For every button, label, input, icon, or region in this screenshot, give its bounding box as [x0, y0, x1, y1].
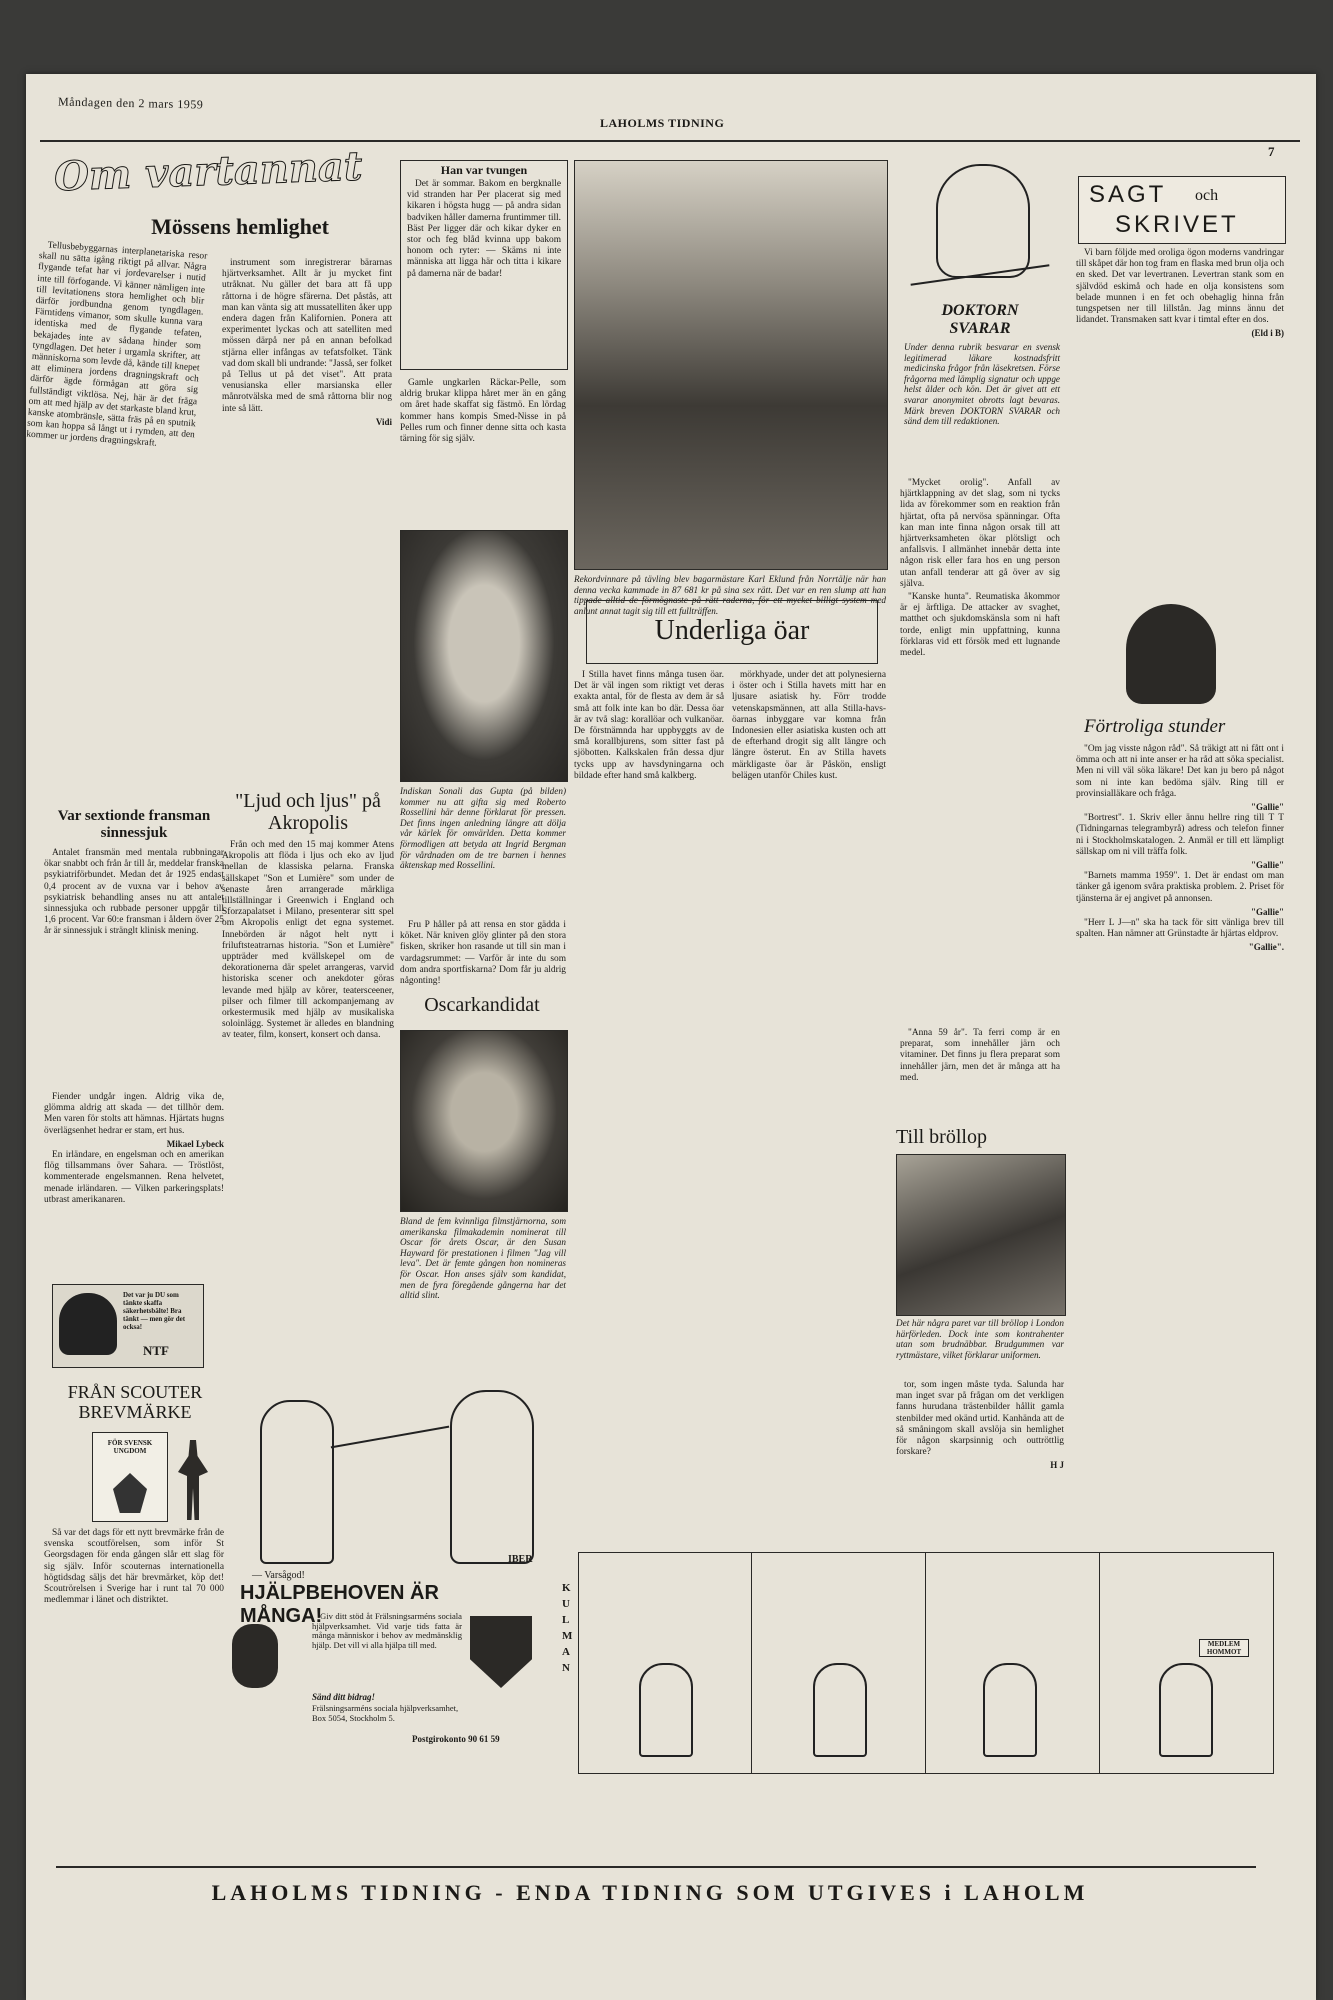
hjalp-text: Giv ditt stöd åt Frälsningsarméns sociala hjälpverksamhet. Vid varje tids fatta är många människor i behov av medmänsklig hjälp. Det vill vi alla hjälpa till med. — [312, 1611, 462, 1650]
hjalp-body — [312, 1612, 462, 1692]
tvungen-body-2 — [400, 378, 566, 518]
scout-figures — [168, 1440, 220, 1520]
portrait-photo — [400, 530, 568, 782]
scout-emblem-icon — [113, 1473, 147, 1513]
fru-text: Fru P håller på att rensa en stor gädda i köket. När kniven glöy glinter på den stora fisken, skriker hon rasande ut till sin man i vardagsrummet: — Varför är inte du som dom andra sportfiskarna? Dom får ju aldrig någonting! — [400, 920, 566, 987]
vortrolig-sig-4: "Gallie". — [1248, 942, 1284, 953]
sagt-logo-2: SKRIVET — [1115, 211, 1239, 238]
doctor-text: "Mycket orolig". Anfall av hjärtklappning av det slag, som ni tycks lida av förekommer som en reaktion från hjärtat, ofta på nervösa spänningar. Ofta kan man inte finna någon orsak till att hjärtverksamheten ökar plötsligt och anfallsvis. I allmänhet innebär detta inte någon risk eller fara hos en ung person utan anfall tenderar att gå över av sig själva. — [900, 478, 1060, 589]
doctor-body — [900, 478, 1060, 898]
bakery-photo — [574, 160, 888, 570]
scout-stamp-text: FÖR SVENSK UNGDOM — [107, 1439, 153, 1455]
doctor-anna — [900, 1028, 1060, 1118]
doctor-icon — [936, 164, 1030, 278]
sagt-logo-och: och — [1195, 187, 1219, 204]
vortrolig-sig-1: "Gallie" — [1251, 802, 1284, 813]
oscar-photo — [400, 1030, 568, 1212]
tvungen-body — [407, 179, 561, 365]
kulman-label: KULMAN — [562, 1582, 573, 1674]
oar-body-3 — [896, 1380, 1064, 1471]
woman-phone-icon — [1126, 604, 1216, 704]
hjalp-slogan: Sänd ditt bidrag! — [312, 1692, 376, 1702]
ntf-text: Det var ju DU som tänkte skaffa säkerhetsbälte! Bra tänkt — men gör det ocksa! — [123, 1291, 186, 1331]
sagt-body — [1076, 248, 1284, 548]
fist-icon — [59, 1293, 117, 1355]
ljud-title: "Ljud och ljus" på Akropolis — [235, 790, 381, 834]
kulman-figure-icon-3 — [983, 1663, 1037, 1757]
scout-figure-icon — [178, 1440, 208, 1520]
scout-title: FRÅN SCOUTER BREVMÄRKE — [67, 1382, 203, 1422]
sagt-signature: (Eld i B) — [1251, 328, 1284, 339]
brollop-caption: Det här några paret var till bröllop i London härförleden. Dock inte som kontrahenter utan som brudnäbbar. Brudgummen var ryttmästare, vilket förklarar uniformen. — [896, 1318, 1064, 1360]
om-body-text: Tellusbebyggarnas interplanetariska resor skall nu sätta igång riktigt på allvar. Några flygande tefat har vi jordevarelser i nutid inte till förfogande. Vi känner nämligen inte till levitationens stora hemlighet och blir därför jordbundna genom tyngdlagen. Färntidens vimanor, som skulle kunna vara identiska med de flygande tefaten, bekajades inte av sådana hinder som tyngdlagen. Det heter i urgamla skrifter, att människorna som levde då, kände till knepet att eliminera jordens dragningskraft och därför ägde förmågan att göra sig fullständigt viktlösa. Nej, här är det fråga om att med hjälp av det starkaste bland krut, kanske atombränsle, sätta fräs på en sputnik som kan hoppa så långt ut i rymden, att den kommer ur jordens dragningskraft. — [26, 240, 208, 450]
brollop-title: Till bröllop — [896, 1126, 987, 1148]
hjalp-title: HJÄLPBEHOVEN ÄR MÅNGA! — [240, 1582, 439, 1627]
hjalp-hands-icon — [232, 1624, 278, 1688]
page-number: 7 — [1268, 144, 1275, 159]
footer-banner: LAHOLMS TIDNING - ENDA TIDNING SOM UTGIVES i LAHOLM — [211, 1880, 1089, 1905]
scout-stamp — [92, 1432, 168, 1522]
hjalp-ad — [232, 1582, 554, 1752]
ntf-logo: NTF — [143, 1343, 169, 1358]
om-logo: Om vartannat — [53, 142, 364, 201]
bakery-caption: Rekordvinnare på tävling blev bagarmästare Karl Eklund från Norrtälje när han denna vecka kammade in 87 681 kr på sina sex rätt. Det var en ren slump att han tippade alltid de förmögnaste på rätt raderna, för ett mycket billigt system med anlunt annat tagit sig till ett fullträffen. — [574, 574, 886, 616]
oar-text: I Stilla havet finns många tusen öar. Det är väl ingen som riktigt vet deras exakta antal, för de flesta av dem är så små att folk inte kan bo där. Dessa öar är av två slag: korallöar och vulkanöar. De förstnämnda har uppbyggts av de små korallbjurens, som sitter fast på sjöbotten. Kalkskalen från dessa djur tycks upp av havsdyningarna och bildade efter hand små kalkberg. — [574, 670, 724, 781]
hjalp-org: Frälsningsarméns sociala hjälpverksamhet, Box 5054, Stockholm 5. — [312, 1703, 459, 1723]
fransman-text: Antalet fransmän med mentala rubbningar ökar snabbt och från år till år, meddelar franska psykiatriförbundet. Medan det år 1925 endast 0,4 procent av de vuxna var i behov av psykiatrisk behandling anses nu att antalet sinnessjuka och rubbade personer uppgår till 1,6 procent. Var 60:e fransman i åldern över 25 år är sinnessjuk i stränglt klinisk mening. — [44, 848, 224, 937]
sparkle-line-icon — [331, 1426, 450, 1449]
ljud-body — [222, 840, 394, 1320]
footer-rule — [56, 1866, 1256, 1868]
kulman-strip — [578, 1552, 1274, 1774]
portrait-caption: Indiskan Sonali das Gupta (på bilden) kommer nu att gifta sig med Roberto Rossellini här denne förklarat för pressen. Det finns ingen anledning längre att dölja vår kärlek för omvärlden. Detta kommer förmodligen att betyda att Ingrid Bergman för vårdnaden om de tre barnen i hennes äktenskap med Rossellini. — [400, 786, 566, 871]
fransman-body — [44, 848, 224, 1068]
om-body-2 — [222, 258, 392, 758]
tvungen-text: Det är sommar. Bakom en bergknalle vid stranden har Per placerat sig med kikaren i högsta hugg — på andra sidan badviken håller damerna fruntimmer till. Bäst Per ligger där och kikar dyker en stor och feg blåd kvinna upp bakom honom och ryter: — Skäms ni inte människa att ligga här och titta i kikare på damerna när de badar! — [407, 179, 561, 279]
lady-icon — [450, 1390, 534, 1564]
masthead: LAHOLMS TIDNING — [600, 116, 725, 130]
ntf-ad — [52, 1284, 204, 1368]
vortrolig-text: "Om jag visste någon råd". Så träkigt att ni fått ont i ömma och att ni inte anser er ha råd att söka specialist. Men ni vill väl söka läkare! Det kan ju bero på något som ni inte kan bedöma själv. Ring till er provinsialläkare och fråga. — [1076, 744, 1284, 799]
doctor-logo: DOKTORN SVARAR — [941, 302, 1019, 337]
hjalp-post: Postgirokonto 90 61 59 — [412, 1734, 500, 1744]
cartoon-signature: IBER — [508, 1554, 533, 1565]
kulman-figure-icon-1 — [639, 1663, 693, 1757]
om-logo-box — [53, 142, 394, 201]
doctor-kanske: "Kanske hunta". Reumatiska åkommor är ej ärftliga. De attacker av svaghet, matthet och sjukdomskänsla som ni haft torde, enligt min uppfattning, kunna förklaras vid ett försök med ett lugnande medel. — [900, 592, 1060, 659]
oar-text-2: mörkhyade, under det att polynesierna i öster och i Stilla havets mitt har en ljusare asiatisk hy. Förr trodde vetenskapsmännen, att alla Stilla-havs-öarnas inbyggare var komna från Indonesien eller asiatiska kusten och att de efterhand drogit sig allt längre och längre österut. En av Stilla havets märkligaste öar är Påskön, ensligt belägen utanför Chiles kust. — [732, 670, 886, 781]
oar-body-2 — [732, 670, 886, 1400]
vortrolig-text-2: "Bortrest". 1. Skriv eller ännu hellre ring till T T (Tidningarnas telegrambyrå) adress och telefon finner ni i Stockholmskatalogen. 2. Anmäl er till ett lämpligt sällskap om ni vill träffa folk. — [1076, 813, 1284, 857]
ljud-text: Från och med den 15 maj kommer Atens Akropolis att flöda i ljus och eko av ljud mellan de klassiska pelarna. Franska sällskapet "Son et Lumière" som under de senaste åren arrangerade märkliga tillställningar i Greenwich i England och Sforzapalatset i Milano, presenterar sitt spel om Akropolis enligt det egna systemet. Innebörden är något helt nytt i friluftsteatrarnas historia. "Son et Lumière" uppträder med kvällskepel om de dekorationerna där spelet arrangeras, varvid historiska scener och anekdoter göras levande med hjälp av körer, teatersceener, pilser och filmer till ackompanjemang av orkestermusik med hjälp av musikaliska soloinlägg. Systemet är alledes en blandning av teater, film, konsert, konsert och dansa. — [222, 840, 394, 1041]
tvungen-box — [400, 160, 568, 370]
oscar-caption: Bland de fem kvinnliga filmstjärnorna, som amerikanska filmakademin nominerat till Oscar för årets Oscar, är den Susan Hayward för prestationen i filmen "Jag vill leva". Det är femte gången hon nomineras för Oscar. Hon anses själv som kandidat, men de fyra föregående gångerna har det alltid slint. — [400, 1216, 566, 1301]
skamt-body — [44, 1092, 224, 1262]
oar-title-box — [586, 600, 878, 664]
doctor-intro: Under denna rubrik besvarar en svensk legitimerad läkare kostnadsfritt medicinska frågor från läsekretsen. Förse frågorna med lämplig signatur och uppge helst ålder och kön. Det är givet att ett svarar anonymitet obrotts lagt bevaras. Märk breven DOKTORN SVARAR och sänd dem till redaktionen. — [904, 342, 1060, 427]
tvungen-title: Han var tvungen — [440, 163, 528, 177]
kulman-sign: MEDLEM HOMMOT — [1199, 1639, 1249, 1657]
skamt-text-2: En irländare, en engelsman och en amerikan flög tillsammans över Sahara. — Tröstlöst, kommenterade engelsmannen. Rena helvetet, menade irländaren. — Vilken parkeringsplats! utbrast amerikanaren. — [44, 1150, 224, 1205]
oar-title: Underliga öar — [654, 615, 810, 646]
sagt-logo-1: SAGT — [1089, 181, 1167, 208]
fru-body — [400, 920, 566, 990]
om-signature: Vidi — [375, 416, 392, 427]
skamt-signature: Mikael Lybeck — [166, 1138, 224, 1149]
vortrolig-sig-3: "Gallie" — [1251, 906, 1284, 917]
kulman-figure-icon-4 — [1159, 1663, 1213, 1757]
date-line: Måndagen den 2 mars 1959 — [57, 94, 204, 112]
vortrolig-sig-2: "Gallie" — [1251, 860, 1284, 871]
scout-body — [44, 1528, 224, 1718]
oscar-title: Oscarkandidat — [424, 994, 540, 1016]
vortrolig-text-3: "Barnets mamma 1959". 1. Det är endast om man tänker gå igenom svåra praktiska problem. 2. Priset för tjänsterna är ej angivet på annonsen. — [1076, 871, 1284, 904]
vortrolig-body — [1076, 744, 1284, 1274]
vortrolig-text-4: "Herr L J—n" ska ha tack för sitt vänliga brev till spalten. Han nämner att Grünstadte är hjärtas eldprov. — [1076, 918, 1284, 940]
tvungen-text-2: Gamle ungkarlen Räckar-Pelle, som aldrig brukar klippa håret mer än en gång om året hade skaffat sig fästmö. En lördag kommer hans kompis Smed-Nisse in på Pelles rum och finner denne sitta och kasta tärning för sig själv. — [400, 378, 566, 445]
sagt-logo-box — [1078, 176, 1286, 244]
fransman-title: Var sextionde fransman sinnessjuk — [57, 808, 211, 841]
om-body-text-2: instrument som inregistrerar bärarnas hjärtverksamhet. Allt är ju mycket fint utråknat. Nu gäller det bara att få upp råttorna i de högre sfärerna. Det påstås, att man kan vänta sig att mussatelliten åker upp endera dagen från Kalifornien. Ponera att experimentet lyckas och att satelliten med mössen därpå ner på en annan befolkad stjärna eller infångas av tefatsfolket. Tänk vad dom skall bli undrande: "Jasså, ser folket på Tellus ut på det viset". Att prata venusianska eller marsianska eller månrotvälska med de små råttorna blir nog inte så lätt. — [222, 258, 392, 414]
scout-text: Så var det dags för ett nytt brevmärke från de svenska scoutförelsen, som inför St Georgsdagen för enda gången slår ett slag för sig själv. Inför scouternas internationella högtidsdag säljs det här brevmärket, köp det! Scoutrörelsen i Sverige har i runt tal 70 000 medlemmar i länet och distriktet. — [44, 1528, 224, 1606]
kulman-figure-icon-2 — [813, 1663, 867, 1757]
oar-signature: H J — [1050, 1460, 1064, 1471]
doctor-anna-text: "Anna 59 år". Ta ferri comp är en preparat, som innehåller järn och vitaminer. Det finns ju flera preparat som innehåller järn, men det är många att ha med. — [900, 1028, 1060, 1083]
shield-icon — [470, 1616, 532, 1688]
waiter-icon — [260, 1400, 334, 1564]
sagt-text: Vi barn följde med oroliga ögon moderns vandringar till skåpet där hon tog fram en flaska med brun olja och en sked. Det var levertranen. Levertran stank som en självdöd eskimå och hade en olja konsistens som belade munnen i en fet och obehaglig hinna från tungspetsen ner till lillstån. Jag minns ännu det lidandet. Transmaken satt kvar i timtal efter en dos. — [1076, 248, 1285, 326]
brollop-photo — [896, 1154, 1066, 1316]
top-rule — [40, 140, 1300, 142]
vortrolig-title: Förtroliga stunder — [1084, 716, 1226, 737]
vortrolig-illustration — [1086, 604, 1276, 708]
om-title: Mössens hemlighet — [151, 214, 329, 239]
oar-text-3: tor, som ingen måste tyda. Salunda har man inget svar på frågan om det verkligen fanns hurudana trästenbilder hållit gamla stenbilder med okänd urtid. Kanhända att de så småningom skall avslöja sin hemlighet för någon skarpsinnig och outtröttlig forskare? — [896, 1380, 1064, 1458]
waiter-caption: — Varsågod! — [252, 1570, 305, 1581]
waiter-cartoon — [230, 1380, 560, 1570]
skamt-text: Fiender undgår ingen. Aldrig vika de, glömma aldrig att skada — det tillhör dem. Men varen för stolts att hämnas. Hjärtats hugns överlägsenhet hedrar er stam, ert hus. — [44, 1092, 224, 1136]
oar-body — [574, 670, 724, 1370]
